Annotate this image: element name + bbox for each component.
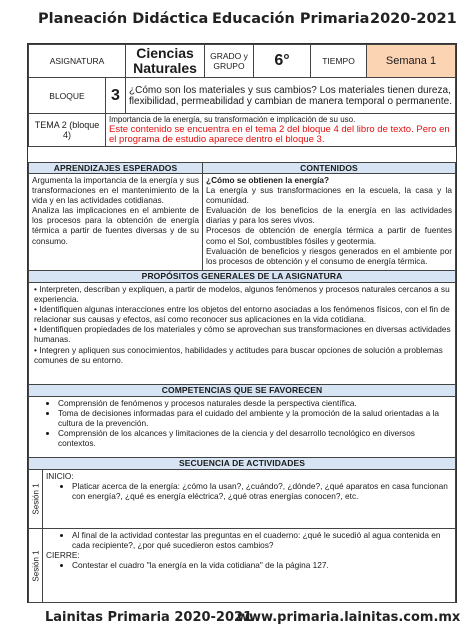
- sesion-2-cierre: CIERRE:: [46, 550, 80, 560]
- tema-warning: Este contenido se encuentra en el tema 2 del bloque 4 del libro de texto. Pero en el programa de estudio aparece dentro el bloque 3.: [109, 124, 450, 145]
- competencias-header: COMPETENCIAS QUE SE FAVORECEN: [29, 385, 456, 397]
- sesion-1-inicio: INICIO:: [46, 471, 74, 481]
- bloque-value: 3: [106, 78, 126, 114]
- sesion-2-cierre-item: • Contestar el cuadro "la energía en la vida cotidiana" de la página 127.: [72, 560, 452, 570]
- competencia-2: • Toma de decisiones informadas para el cuidado del ambiente y la promoción de la salud orientadas a la cultura de la prevención.: [58, 408, 452, 428]
- competencias-list: [32, 398, 452, 448]
- header-year: 2020-2021: [370, 11, 457, 27]
- proposito-4: • Integren y apliquen sus conocimientos, habilidades y actitudes para buscar opciones de solución a problemas comunes de su entorno.: [34, 344, 443, 365]
- contenido-2: Evaluación de los beneficios de la energía en las actividades diarias y para los seres vivos.: [206, 205, 452, 226]
- propositos-header: PROPÓSITOS GENERALES DE LA ASIGNATURA: [29, 271, 456, 283]
- asignatura-value: Ciencias Naturales: [126, 45, 205, 78]
- contenido-3: Procesos de obtención de energía térmica a partir de fuentes como el Sol, combustibles fósiles y geotermia.: [206, 225, 452, 246]
- sesion-1-label: Sesión 1: [31, 483, 40, 515]
- asignatura-label: ASIGNATURA: [29, 45, 126, 78]
- aprendizaje-2: Analiza las implicaciones en el ambiente de los procesos para la obtención de energía térmica a partir de fuentes diversas y de su consumo.: [32, 205, 199, 246]
- tema-label: TEMA 2 (bloque 4): [29, 114, 106, 147]
- propositos-table: [28, 270, 456, 387]
- header-level: Educación Primaria: [212, 11, 370, 27]
- secuencia-header: SECUENCIA DE ACTIVIDADES: [29, 458, 456, 470]
- aprendizaje-1: Argumenta la importancia de la energía y sus transformaciones en el mantenimiento de la vida y en las actividades cotidianas.: [32, 175, 199, 206]
- page-footer: [0, 608, 474, 628]
- tema-text: Importancia de la energía, su transformación e implicación de su uso.: [109, 115, 356, 124]
- sesion-2-item: • Al final de la actividad contestar las preguntas en el cuaderno: ¿qué le sucedió al agua contenida en cada recipiente?, ¿por qué sucedieron estos cambios?: [72, 530, 452, 550]
- footer-left: Lainitas Primaria 2020-2021: [45, 610, 253, 625]
- competencia-1: • Comprensión de fenómenos y procesos naturales desde la perspectiva científica.: [58, 398, 452, 408]
- aprendizajes-table: [28, 162, 456, 282]
- contenidos-header: CONTENIDOS: [203, 163, 456, 174]
- proposito-3: • Identifiquen propiedades de los materiales y cómo se aprovechan sus transformaciones en diversas actividades humanas.: [34, 324, 451, 345]
- sesion-1-cell: [29, 470, 43, 529]
- contenido-4: Evaluación de beneficios y riesgos generados en el ambiente por los procesos de obtención y el consumo de energía térmica.: [206, 245, 452, 266]
- grado-value: 6°: [254, 45, 311, 78]
- proposito-2: • Identifiquen algunas interacciones entre los objetos del entorno asociadas a los fenómenos físicos, con el fin de relacionar sus causas y efectos, así como reconocer sus aplicaciones en la vida cotidiana.: [34, 304, 450, 325]
- info-table: [28, 44, 456, 147]
- footer-website: www.primaria.lainitas.com.mx: [237, 610, 461, 625]
- aprendizajes-header: APRENDIZAJES ESPERADOS: [29, 163, 203, 174]
- sesion-2-cell: [29, 529, 43, 603]
- grado-label: GRADO y GRUPO: [205, 45, 254, 78]
- sesion-1-item: • Platicar acerca de la energía: ¿cómo la usan?, ¿cuándo?, ¿dónde?, ¿qué aparatos en casa funcionan con energía?, ¿qué es energía eléctrica?, ¿qué otras energías conocen?, etc.: [72, 481, 452, 501]
- sesion-2-label: Sesión 1: [31, 549, 40, 582]
- competencias-table: [28, 384, 456, 459]
- contenido-title: ¿Cómo se obtienen la energía?: [206, 175, 330, 185]
- secuencia-table: [28, 457, 456, 603]
- header-title: Planeación Didáctica: [38, 11, 209, 27]
- tiempo-label: TIEMPO: [311, 45, 367, 78]
- proposito-1: • Interpreten, describan y expliquen, a partir de modelos, algunos fenómenos y procesos naturales cercanos a su experiencia.: [34, 284, 450, 305]
- competencia-3: • Comprensión de los alcances y limitaciones de la ciencia y del desarrollo tecnológico en diversos contextos.: [58, 428, 452, 448]
- contenido-1: La energía y sus transformaciones en la escuela, la casa y la comunidad.: [206, 185, 452, 206]
- bloque-pregunta: ¿Cómo son los materiales y sus cambios? Los materiales tienen dureza, flexibilidad, permeabilidad y cambian de manera temporal o permanente.: [126, 78, 456, 114]
- bloque-label: BLOQUE: [29, 78, 106, 114]
- planning-table-frame: [27, 43, 457, 603]
- tiempo-value: Semana 1: [367, 45, 456, 78]
- page-header: [0, 0, 474, 40]
